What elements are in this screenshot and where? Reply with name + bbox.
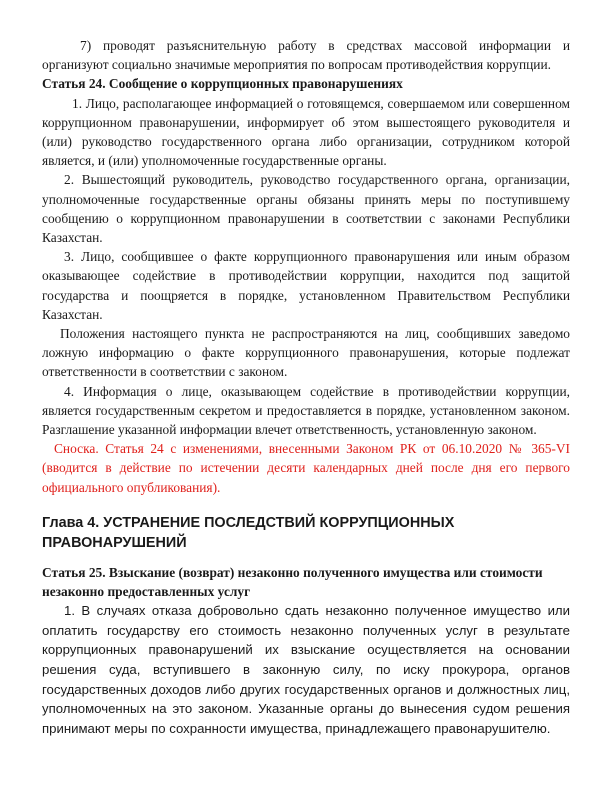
paragraph-item-7: 7) проводят разъяснительную работу в средствах массовой информации и организуют социально значимые мероприятия по вопросам противодействия коррупции. — [42, 38, 570, 73]
article-24-paragraph-1: 1. Лицо, располагающее информацией о готовящемся, совершаемом или совершенном коррупционном правонарушении, информирует об этом вышестоящего руководителя и (или) руководство государственного органа либо организации, сотрудником которой является, и (или) уполномоченные государственные органы. — [42, 95, 570, 169]
chapter-4-title: Глава 4. УСТРАНЕНИЕ ПОСЛЕДСТВИЙ КОРРУПЦИОННЫХ ПРАВОНАРУШЕНИЙ — [42, 514, 455, 551]
footnote-amendment: Сноска. Статья 24 с изменениями, внесенными Законом РК от 06.10.2020 № 365-VI (вводится в действие по истечении десяти календарных дней после дня его первого официального опубликования). — [42, 441, 570, 495]
article-25-paragraph-1: 1. В случаях отказа добровольно сдать незаконно полученное имущество или оплатить государству его стоимость незаконно полученных услуг в результате коррупционных правонарушений их взыскание осуществляется на основании решения суда, вступившего в законную силу, по иску прокурора, органов государственных доходов либо других государственных органов и должностных лиц, уполномоченных на это законом. Указанные органы до вынесения судом решения принимают меры по сохранности имущества, принадлежащего правонарушителю. — [42, 603, 570, 736]
article-24-paragraph-3: 3. Лицо, сообщившее о факте коррупционного правонарушения или иным образом оказывающее содействие в противодействии коррупции, находится под защитой государства и поощряется в порядке, установленном Правительством Республики Казахстан. — [42, 249, 570, 322]
article-25-title: Статья 25. Взыскание (возврат) незаконно полученного имущества или стоимости незаконно предоставленных услуг — [42, 564, 543, 600]
article-24-paragraph-4: 4. Информация о лице, оказывающем содействие в противодействии коррупции, является государственным секретом и предоставляется в порядке, установленном законом. Разглашение указанной информации влечет ответственность, установленную законом. — [42, 383, 570, 438]
document-page — [42, 36, 570, 738]
article-24-title: Статья 24. Сообщение о коррупционных правонарушениях — [42, 76, 403, 92]
article-24-paragraph-3-note: Положения настоящего пункта не распространяются на лиц, сообщивших заведомо ложную информацию о факте коррупционного правонарушения, которые подлежат ответственности в соответствии с законом. — [42, 326, 570, 380]
article-24-paragraph-2: 2. Вышестоящий руководитель, руководство государственного органа, организации, уполномоченные государственные органы обязаны принять меры по поступившему сообщению о коррупционном правонарушении в соответствии с законами Республики Казахстан. — [42, 172, 570, 246]
